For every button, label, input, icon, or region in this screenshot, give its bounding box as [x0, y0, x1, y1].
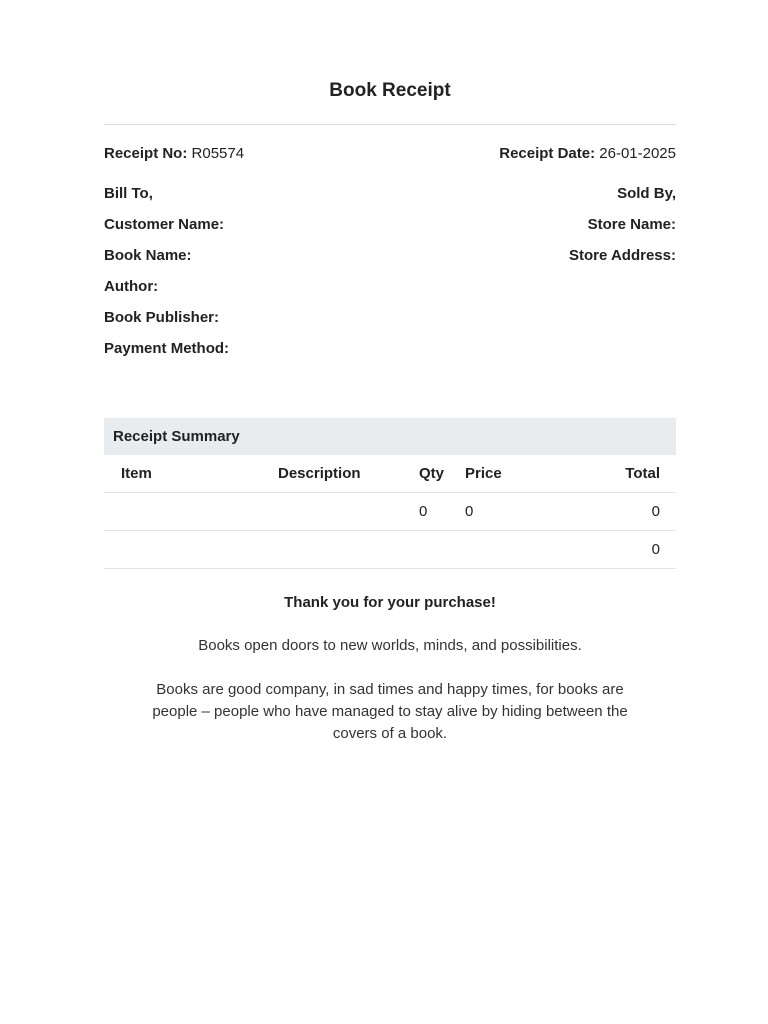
cell-price: 0	[465, 493, 585, 531]
store-name-label: Store Name:	[587, 216, 676, 233]
receipt-number-label: Receipt No:	[104, 145, 188, 162]
table-row	[104, 493, 676, 531]
bill-to-heading: Bill To,	[104, 185, 153, 202]
title-divider	[104, 124, 676, 125]
quote-two: Books are good company, in sad times and happy times, for books are people – people who have managed to stay alive by hiding between the covers of a book.	[152, 681, 628, 742]
receipt-date-value: 26-01-2025	[599, 145, 676, 162]
table-header-row	[104, 455, 676, 493]
grand-total-spacer	[465, 531, 585, 569]
author-label: Author:	[104, 278, 159, 295]
grand-total-spacer	[419, 531, 465, 569]
receipt-date-label: Receipt Date:	[499, 145, 596, 162]
sold-by-block	[569, 184, 676, 370]
receipt-meta	[104, 144, 676, 164]
customer-name-label: Customer Name:	[104, 216, 225, 233]
grand-total-value: 0	[585, 531, 676, 569]
cell-qty: 0	[419, 493, 465, 531]
column-header-total: Total	[585, 455, 676, 493]
column-header-description: Description	[278, 455, 419, 493]
summary-title: Receipt Summary	[104, 418, 676, 455]
receipt-footer	[104, 593, 676, 745]
receipt-summary	[104, 418, 676, 569]
column-header-price: Price	[465, 455, 585, 493]
quote-one: Books open doors to new worlds, minds, and possibilities.	[198, 637, 582, 654]
payment-method-label: Payment Method:	[104, 340, 230, 357]
receipt-number-value: R05574	[191, 145, 245, 162]
grand-total-spacer	[104, 531, 278, 569]
receipt-page	[104, 0, 676, 745]
cell-description	[278, 493, 419, 531]
cell-item	[104, 493, 278, 531]
store-address-label: Store Address:	[569, 247, 676, 264]
cell-total: 0	[585, 493, 676, 531]
parties-section	[104, 184, 676, 370]
column-header-item: Item	[104, 455, 278, 493]
receipt-number	[104, 144, 244, 164]
column-header-qty: Qty	[419, 455, 465, 493]
receipt-date	[499, 144, 676, 164]
thank-you-message: Thank you for your purchase!	[284, 594, 496, 611]
book-publisher-label: Book Publisher:	[104, 309, 220, 326]
book-name-label: Book Name:	[104, 247, 192, 264]
bill-to-block	[104, 184, 229, 370]
page-title: Book Receipt	[329, 80, 451, 101]
grand-total-spacer	[278, 531, 419, 569]
sold-by-heading: Sold By,	[617, 185, 676, 202]
summary-table	[104, 455, 676, 569]
grand-total-row	[104, 531, 676, 569]
